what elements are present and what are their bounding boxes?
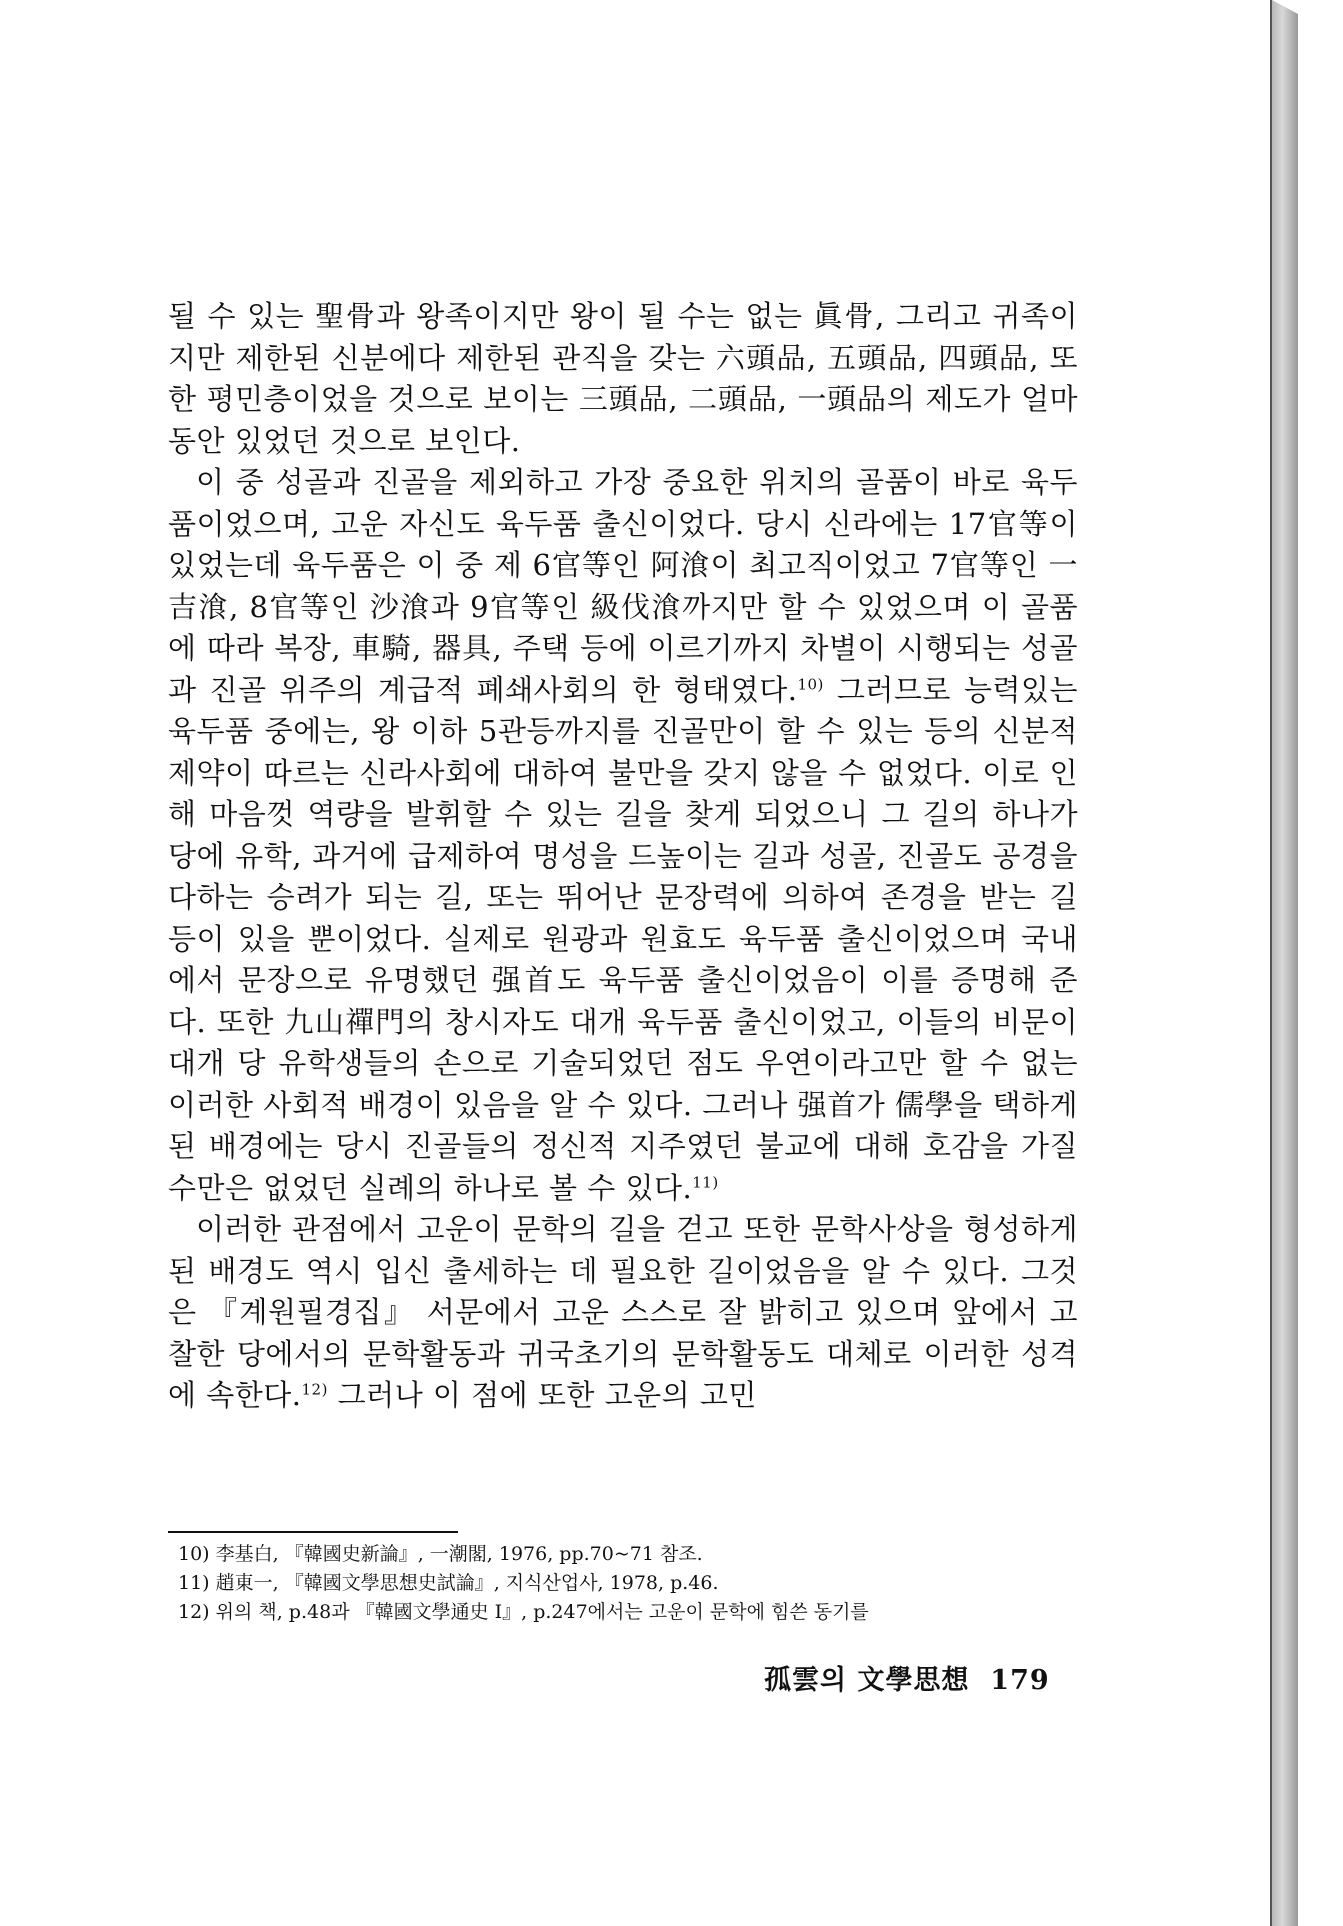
page-footer <box>764 1658 1050 1697</box>
paragraph-2-text: 이 중 성골과 진골을 제외하고 가장 중요한 위치의 골품이 바로 육두품이었으며, 고운 자신도 육두품 출신이었다. 당시 신라에는 17官等이 있었는데 육두품은 이 중 제 6官等인 阿湌이 최고직이었고 7官等인 一吉湌, 8官等인 沙湌과 9官等인 級伐湌까지만 할 수 있었으며 이 골품에 따라 복장, 車騎, 器具, 주택 등에 이르기까지 차별이 시행되는 성골과 진골 위주의 계급적 폐쇄사회의 한 형태였다. <box>168 465 1078 707</box>
running-title: 孤雲의 文學思想 <box>764 1665 970 1696</box>
footnote-11: 11) 趙東一, 『韓國文學思想史試論』, 지식산업사, 1978, p.46. <box>178 1572 719 1594</box>
footnote-divider <box>168 1531 458 1533</box>
main-text <box>168 296 1078 1417</box>
footnotes <box>178 1540 1078 1627</box>
paragraph-1-text: 될 수 있는 聖骨과 왕족이지만 왕이 될 수는 없는 眞骨, 그리고 귀족이지만 제한된 신분에다 제한된 관직을 갖는 六頭品, 五頭品, 四頭品, 또한 평민층이었을 것으로 보이는 三頭品, 二頭品, 一頭品의 제도가 얼마 동안 있었던 것으로 보인다. <box>168 299 1078 458</box>
footnote-ref-12: 12) <box>301 1380 328 1399</box>
page-edge-line <box>1270 0 1272 1926</box>
page-number: 179 <box>990 1665 1050 1696</box>
footnote-12: 12) 위의 책, p.48과 『韓國文學通史 Ⅰ』, p.247에서는 고운이 문학에 힘쓴 동기를 <box>178 1601 869 1623</box>
paragraph-1 <box>168 296 1078 462</box>
footnote-ref-11: 11) <box>692 1172 719 1191</box>
footnote-ref-10: 10) <box>797 674 824 693</box>
paragraph-2 <box>168 462 1078 1209</box>
footnote-10: 10) 李基白, 『韓國史新論』, 一潮閣, 1976, pp.70~71 참조. <box>178 1543 703 1565</box>
paragraph-2-continued-text: 그러므로 능력있는 육두품 중에는, 왕 이하 5관등까지를 진골만이 할 수 있는 등의 신분적 제약이 따르는 신라사회에 대하여 불만을 갖지 않을 수 없었다. 이로 인해 마음껏 역량을 발휘할 수 있는 길을 찾게 되었으니 그 길의 하나가 당에 유학, 과거에 급제하여 명성을 드높이는 길과 성골, 진골도 공경을 다하는 승려가 되는 길, 또는 뛰어난 문장력에 의하여 존경을 받는 길 등이 있을 뿐이었다. 실제로 원광과 원효도 육두품 출신이었으며 국내에서 문장으로 유명했던 强首도 육두품 출신이었음이 이를 증명해 준다. 또한 九山禪門의 창시자도 대개 육두품 출신이었고, 이들의 비문이 대개 당 유학생들의 손으로 기술되었던 점도 우연이라고만 할 수 없는 이러한 사회적 배경이 있음을 알 수 있다. 그러나 强首가 儒學을 택하게 된 배경에는 당시 진골들의 정신적 지주였던 불교에 대해 호감을 가질 수만은 없었던 실례의 하나로 볼 수 있다. <box>168 672 1078 1205</box>
paragraph-3-continued-text: 그러나 이 점에 또한 고운의 고민 <box>337 1378 757 1412</box>
page-edge-shadow <box>1272 0 1298 1926</box>
paragraph-3 <box>168 1209 1078 1417</box>
paragraph-3-text: 이러한 관점에서 고운이 문학의 길을 걷고 또한 문학사상을 형성하게 된 배경도 역시 입신 출세하는 데 필요한 길이었음을 알 수 있다. 그것은 『계원필경집』 서문에서 고운 스스로 잘 밝히고 있으며 앞에서 고찰한 당에서의 문학활동과 귀국초기의 문학활동도 대체로 이러한 성격에 속한다. <box>168 1212 1078 1412</box>
